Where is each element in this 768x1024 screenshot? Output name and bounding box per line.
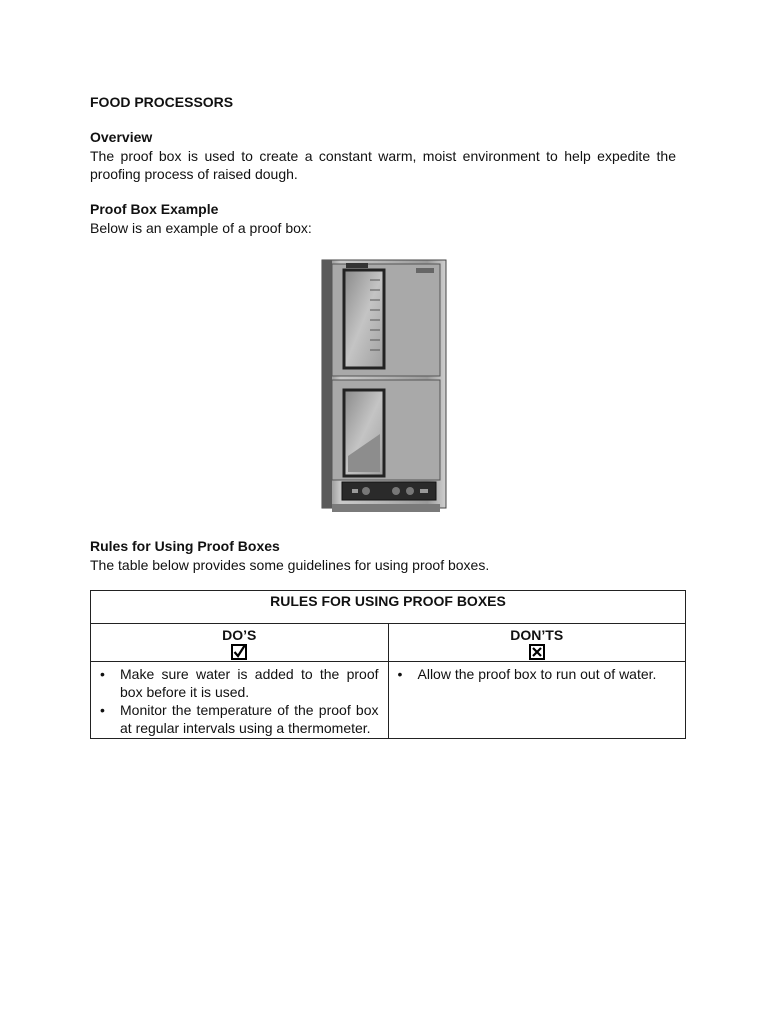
donts-header: DON’TS	[510, 627, 564, 643]
donts-header-cell	[388, 624, 686, 662]
dos-header: DO’S	[222, 627, 257, 643]
rules-table	[90, 590, 686, 739]
proof-box-image	[318, 256, 450, 518]
example-paragraph: Below is an example of a proof box:	[90, 220, 312, 236]
dos-cell	[91, 662, 389, 739]
rules-heading: Rules for Using Proof Boxes	[90, 538, 280, 554]
dos-item: • Monitor the temperature of the proof box at regular intervals using a thermometer.	[120, 701, 379, 737]
overview-heading: Overview	[90, 129, 153, 145]
table-caption: RULES FOR USING PROOF BOXES	[91, 591, 686, 624]
dos-header-cell	[91, 624, 389, 662]
example-heading: Proof Box Example	[90, 201, 219, 217]
checked-box-icon	[231, 644, 247, 660]
overview-paragraph: The proof box is used to create a constant warm, moist environment to help expedite the proofing process of raised dough.	[90, 148, 676, 182]
donts-item: • Allow the proof box to run out of water.	[418, 665, 677, 683]
dos-item: • Make sure water is added to the proof box before it is used.	[120, 665, 379, 701]
donts-cell	[388, 662, 686, 739]
crossed-box-icon	[529, 644, 545, 660]
rules-paragraph: The table below provides some guidelines for using proof boxes.	[90, 557, 490, 573]
document-title: FOOD PROCESSORS	[90, 94, 234, 110]
